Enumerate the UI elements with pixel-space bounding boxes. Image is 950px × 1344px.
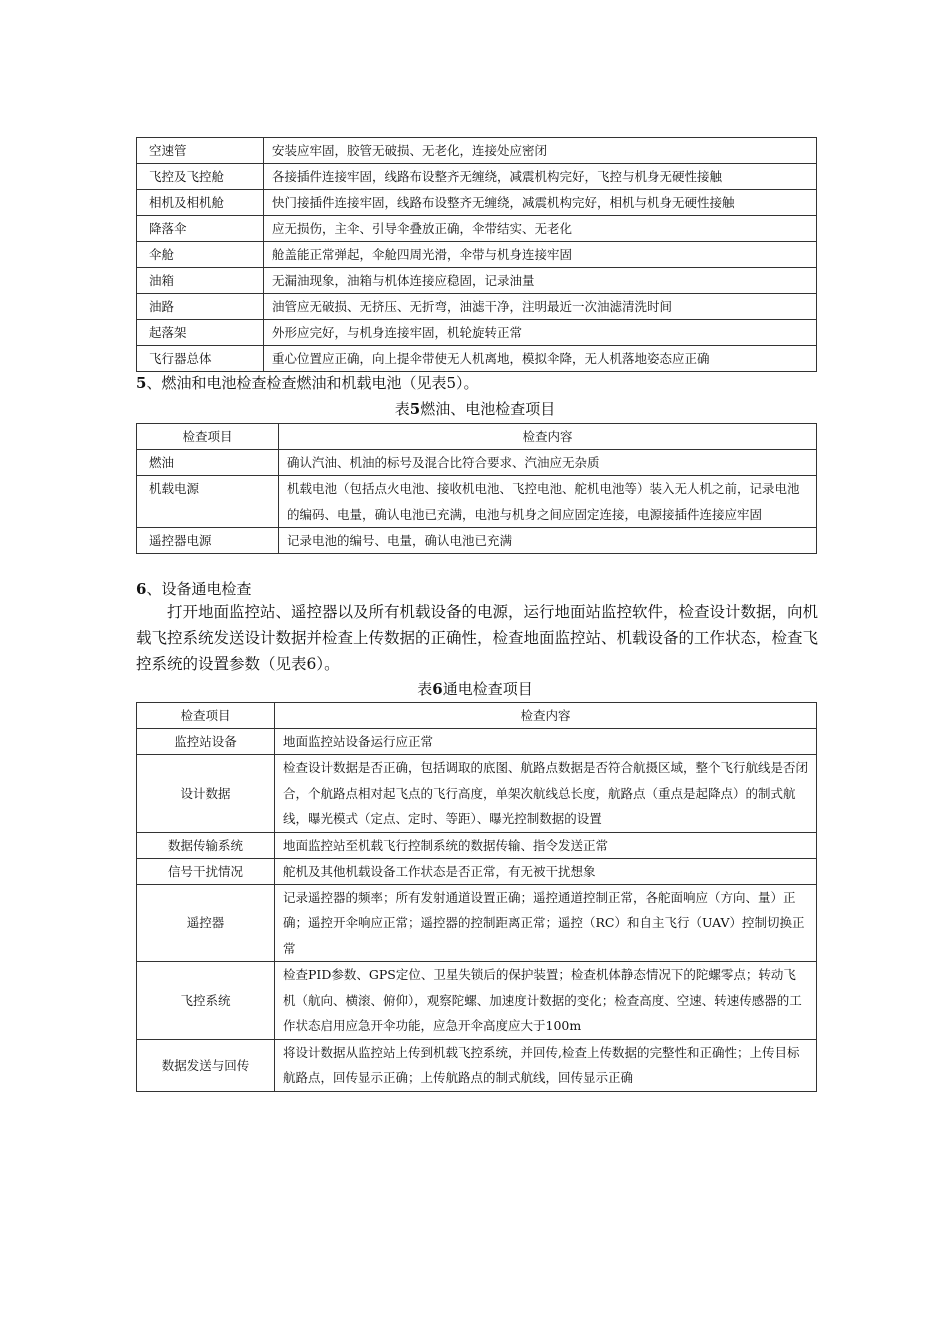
- row-content: 地面监控站设备运行应正常: [275, 729, 817, 755]
- row-content: 外形应完好，与机身连接牢固，机轮旋转正常: [264, 320, 817, 346]
- section-title: 、设备通电检查: [146, 580, 252, 598]
- row-item: 设计数据: [137, 755, 275, 833]
- row-content: 记录遥控器的频率；所有发射通道设置正确；遥控通道控制正常，各舵面响应（方向、量）正确；遥控开伞响应正常；遥控器的控制距离正常；遥控（RC）和自主飞行（UAV）控制切换正常: [275, 884, 817, 962]
- row-item: 飞控系统: [137, 962, 275, 1040]
- table-row: [137, 294, 817, 320]
- section-number: 6: [136, 580, 147, 598]
- table-row: [137, 138, 817, 164]
- caption-prefix: 表: [417, 680, 433, 698]
- table-6: [136, 702, 817, 1092]
- row-item: 遥控器电源: [137, 528, 279, 554]
- row-content: 地面监控站至机载飞行控制系统的数据传输、指令发送正常: [275, 832, 817, 858]
- table-row: [137, 476, 817, 528]
- row-content: 舱盖能正常弹起，伞舱四周光滑，伞带与机身连接牢固: [264, 242, 817, 268]
- table-row: [137, 164, 817, 190]
- caption-prefix: 表: [394, 400, 410, 418]
- table-5: [136, 423, 817, 554]
- table-6-caption: [0, 678, 950, 700]
- row-content: 检查设计数据是否正确，包括调取的底图、航路点数据是否符合航摄区域，整个飞行航线是否闭合，个航路点相对起飞点的飞行高度，单架次航线总长度，航路点（重点是起降点）的制式航线，曝光模式（定点、定时、等距）、曝光控制数据的设置: [275, 755, 817, 833]
- table-row: [137, 346, 817, 372]
- row-content: 检查PID参数、GPS定位、卫星失锁后的保护装置；检查机体静态情况下的陀螺零点；转动飞机（航向、横滚、俯仰），观察陀螺、加速度计数据的变化；检查高度、空速、转速传感器的工作状态启用应急开伞功能，应急开伞高度应大于100m: [275, 962, 817, 1040]
- row-item: 起落架: [137, 320, 264, 346]
- row-content: 应无损伤，主伞、引导伞叠放正确，伞带结实、无老化: [264, 216, 817, 242]
- row-item: 信号干扰情况: [137, 858, 275, 884]
- row-content: 将设计数据从监控站上传到机载飞控系统，并回传,检查上传数据的完整性和正确性；上传目标航路点，回传显示正确；上传航路点的制式航线，回传显示正确: [275, 1039, 817, 1091]
- section-6-paragraph: 打开地面监控站、遥控器以及所有机载设备的电源，运行地面站监控软件，检查设计数据，向机载飞控系统发送设计数据并检查上传数据的正确性，检查地面监控站、机载设备的工作状态，检查飞控系统的设置参数（见表6）。: [136, 603, 819, 673]
- row-content: 快门接插件连接牢固，线路布设整齐无缠绕，减震机构完好，相机与机身无硬性接触: [264, 190, 817, 216]
- row-content: 记录电池的编号、电量，确认电池已充满: [279, 528, 817, 554]
- caption-number: 6: [432, 680, 443, 698]
- table-row: [137, 190, 817, 216]
- row-item: 监控站设备: [137, 729, 275, 755]
- table-row: [137, 832, 817, 858]
- row-content: 确认汽油、机油的标号及混合比符合要求、汽油应无杂质: [279, 450, 817, 476]
- row-item: 伞舱: [137, 242, 264, 268]
- table-4-continued: [136, 137, 817, 372]
- table-row: [137, 320, 817, 346]
- section-5-heading: [136, 372, 478, 394]
- table-header: [137, 703, 817, 729]
- section-number: 5: [136, 374, 147, 392]
- row-item: 飞行器总体: [137, 346, 264, 372]
- caption-text: 燃油、电池检查项目: [420, 400, 556, 418]
- table-row: [137, 216, 817, 242]
- table-row: [137, 528, 817, 554]
- header-content: 检查内容: [275, 703, 817, 729]
- row-content: 无漏油现象，油箱与机体连接应稳固，记录油量: [264, 268, 817, 294]
- table-row: [137, 450, 817, 476]
- row-content: 油管应无破损、无挤压、无折弯，油滤干净，注明最近一次油滤清洗时间: [264, 294, 817, 320]
- row-item: 油箱: [137, 268, 264, 294]
- table-row: [137, 962, 817, 1040]
- table-row: [137, 858, 817, 884]
- row-item: 飞控及飞控舱: [137, 164, 264, 190]
- header-item: 检查项目: [137, 424, 279, 450]
- row-item: 数据发送与回传: [137, 1039, 275, 1091]
- table-header: [137, 424, 817, 450]
- row-item: 数据传输系统: [137, 832, 275, 858]
- row-content: 安装应牢固，胶管无破损、无老化，连接处应密闭: [264, 138, 817, 164]
- row-item: 遥控器: [137, 884, 275, 962]
- row-item: 空速管: [137, 138, 264, 164]
- row-item: 燃油: [137, 450, 279, 476]
- header-item: 检查项目: [137, 703, 275, 729]
- row-item: 油路: [137, 294, 264, 320]
- section-title: 、燃油和电池检查检查燃油和机载电池（见表5）。: [146, 374, 479, 392]
- row-item: 降落伞: [137, 216, 264, 242]
- row-item: 机载电源: [137, 476, 279, 528]
- caption-number: 5: [409, 400, 421, 418]
- table-row: [137, 268, 817, 294]
- row-content: 各接插件连接牢固，线路布设整齐无缠绕，减震机构完好，飞控与机身无硬性接触: [264, 164, 817, 190]
- table-row: [137, 729, 817, 755]
- section-6-heading: [136, 578, 251, 600]
- table-row: [137, 755, 817, 833]
- header-content: 检查内容: [279, 424, 817, 450]
- table-row: [137, 884, 817, 962]
- table-row: [137, 1039, 817, 1091]
- row-content: 重心位置应正确，向上提伞带使无人机离地，模拟伞降，无人机落地姿态应正确: [264, 346, 817, 372]
- table-5-caption: [0, 398, 950, 420]
- table-row: [137, 242, 817, 268]
- caption-text: 通电检查项目: [442, 680, 533, 698]
- row-content: 机载电池（包括点火电池、接收机电池、飞控电池、舵机电池等）装入无人机之前，记录电池的编码、电量，确认电池已充满，电池与机身之间应固定连接，电源接插件连接应牢固: [279, 476, 817, 528]
- row-content: 舵机及其他机载设备工作状态是否正常，有无被干扰想象: [275, 858, 817, 884]
- row-item: 相机及相机舱: [137, 190, 264, 216]
